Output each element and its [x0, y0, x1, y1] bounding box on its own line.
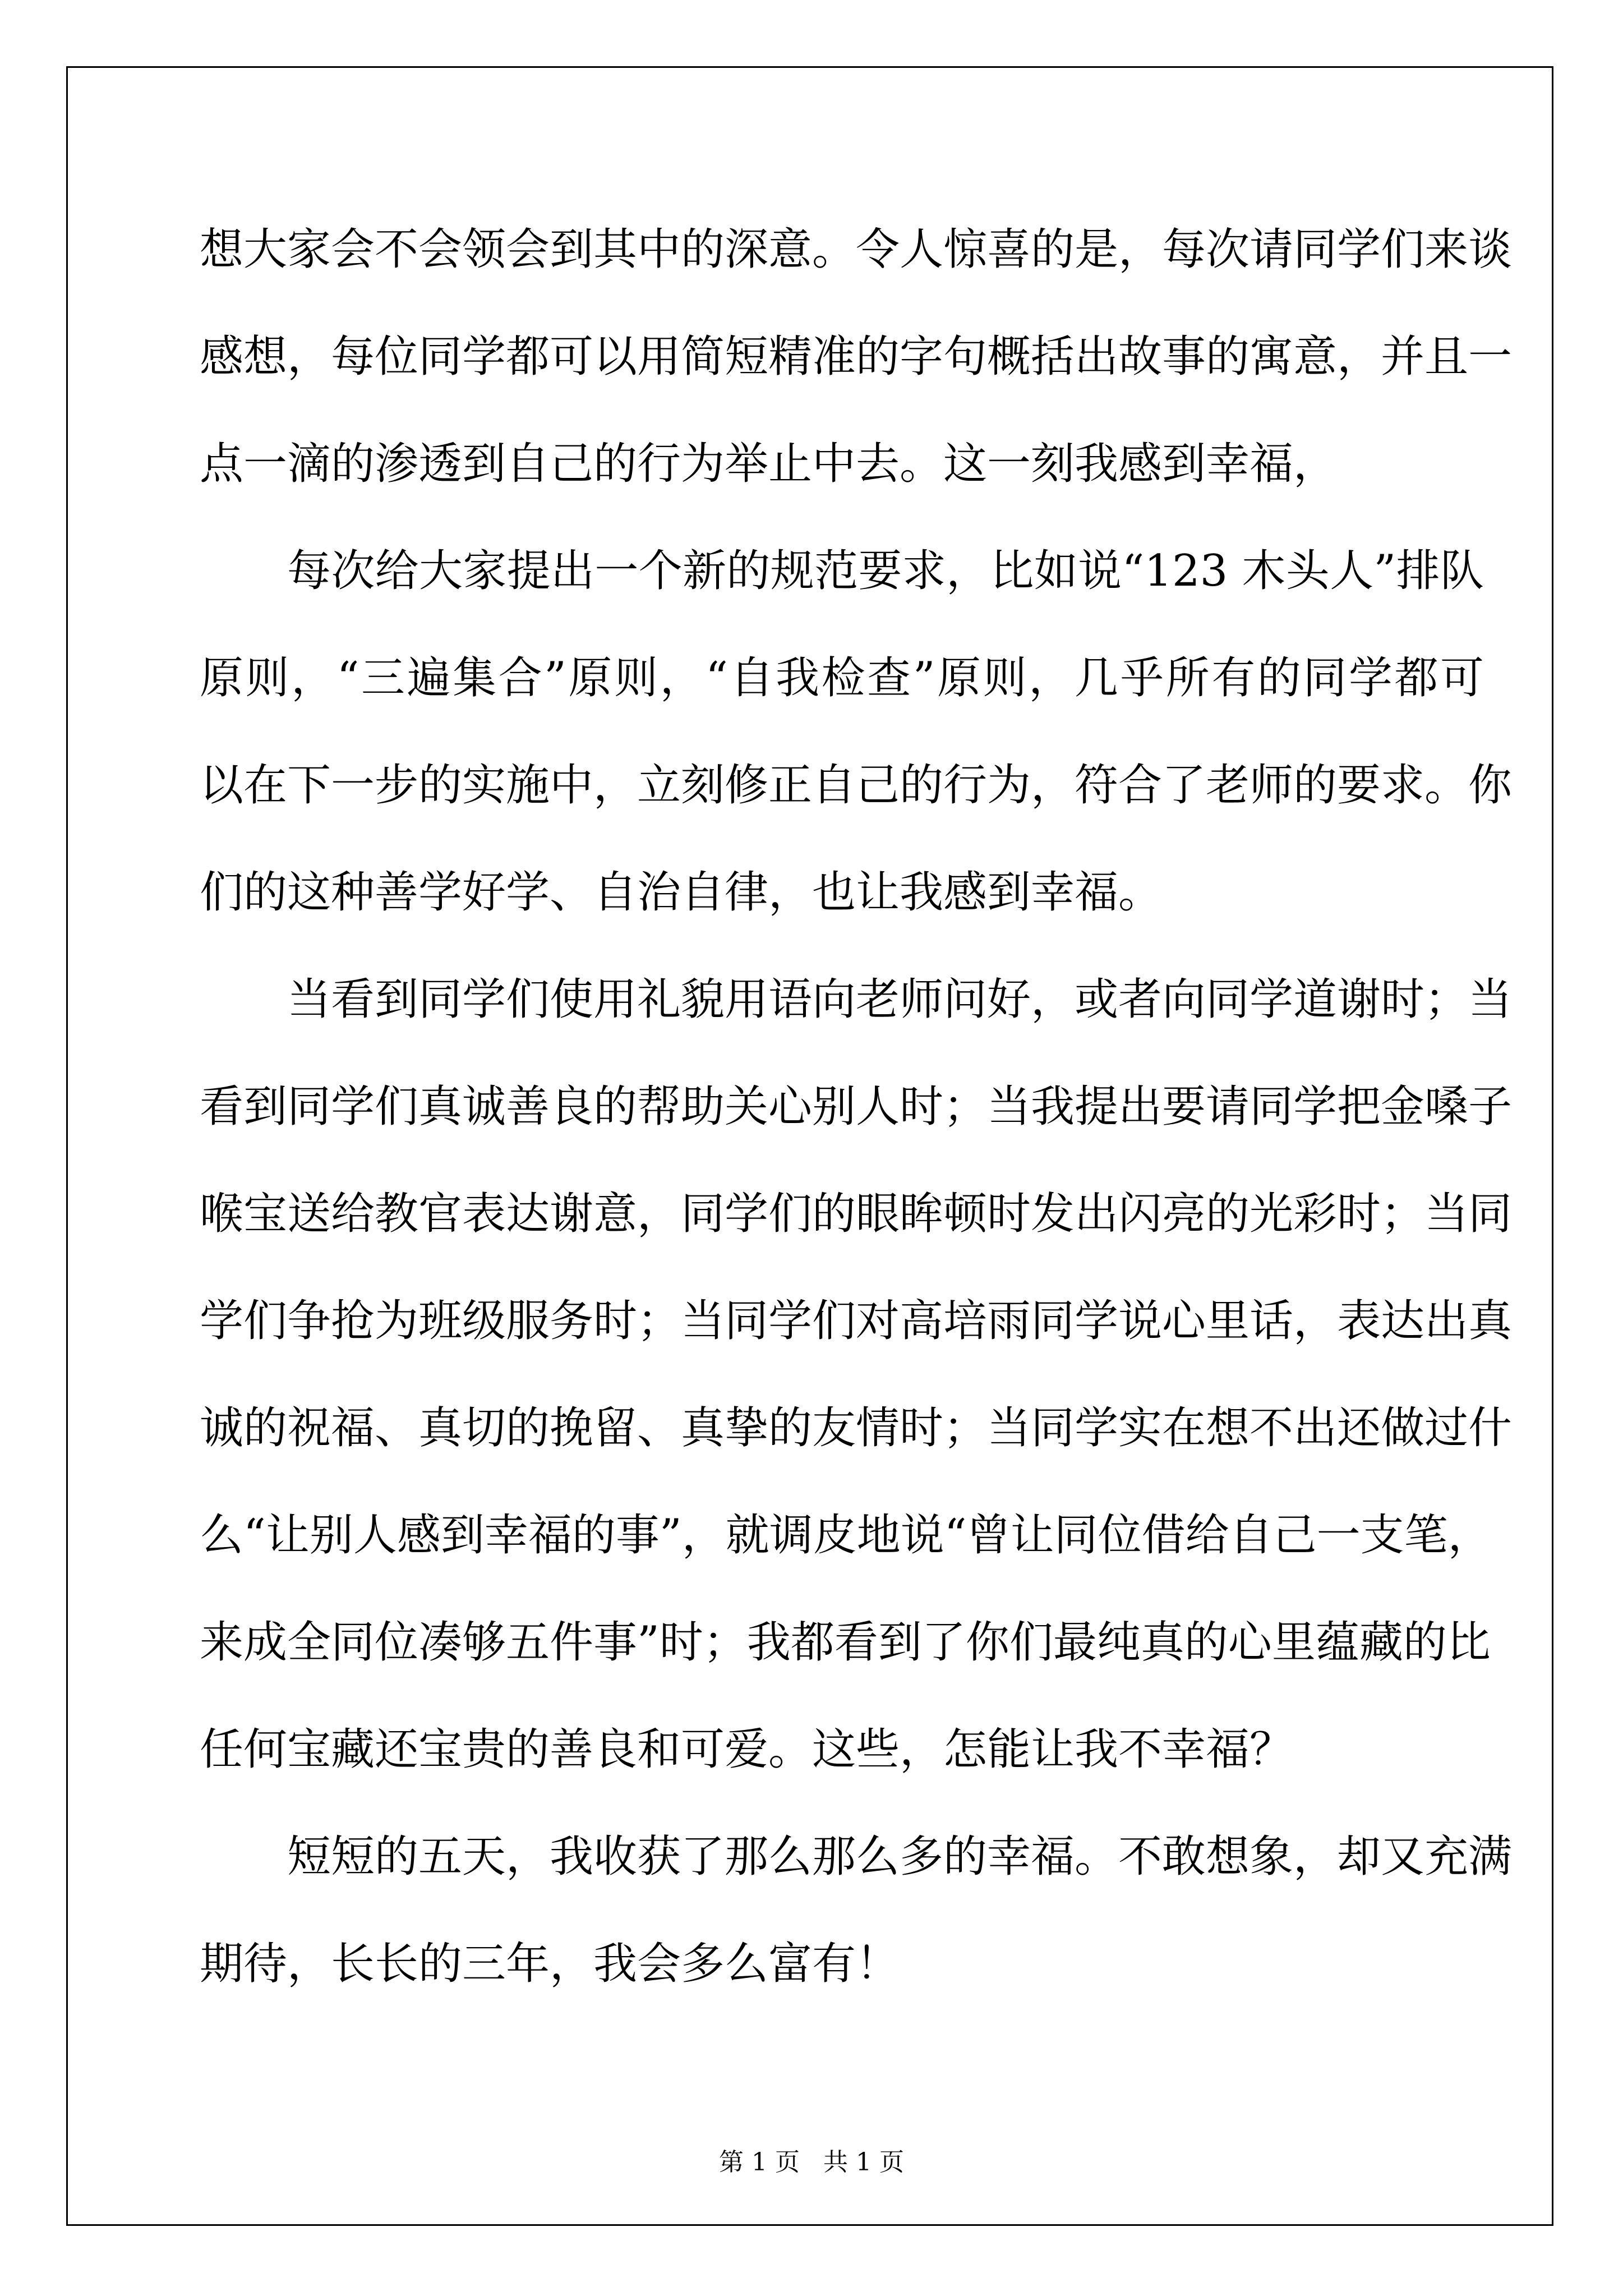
- text-line: 期待，长长的三年，我会多么富有！: [200, 1939, 900, 1989]
- text-line: 短短的五天，我收获了那么那么多的幸福。不敢想象，却又充满: [287, 1832, 1513, 1882]
- text-line: 看到同学们真诚善良的帮助关心别人时；当我提出要请同学把金嗓子: [200, 1082, 1513, 1132]
- text-line: 任何宝藏还宝贵的善良和可爱。这些，怎能让我不幸福？: [200, 1724, 1294, 1775]
- paragraph-4: [200, 1823, 1513, 2037]
- paragraph-2: [200, 537, 1513, 966]
- text-line: 以在下一步的实施中，立刻修正自己的行为，符合了老师的要求。你: [200, 760, 1513, 811]
- text-line: 来成全同位凑够五件事”时；我都看到了你们最纯真的心里蕴藏的比: [200, 1617, 1491, 1668]
- text-line: 感想，每位同学都可以用简短精准的字句概括出故事的寓意，并且一: [200, 332, 1513, 382]
- paragraph-3: [200, 966, 1513, 1823]
- text-line: 每次给大家提出一个新的规范要求，比如说“123 木头人”排队: [287, 546, 1484, 596]
- text-line: 当看到同学们使用礼貌用语向老师问好，或者向同学道谢时；当: [287, 974, 1513, 1025]
- text-line: 诚的祝福、真切的挽留、真挚的友情时；当同学实在想不出还做过什: [200, 1403, 1513, 1453]
- document-body: [200, 216, 1513, 2037]
- text-line: 点一滴的渗透到自己的行为举止中去。这一刻我感到幸福，: [200, 439, 1338, 489]
- text-line: 们的这种善学好学、自治自律，也让我感到幸福。: [200, 867, 1163, 918]
- text-line: 么“让别人感到幸福的事”，就调皮地说“曾让同位借给自己一支笔，: [200, 1510, 1492, 1561]
- text-line: 原则，“三遍集合”原则，“自我检查”原则，几乎所有的同学都可: [200, 653, 1484, 703]
- text-line: 学们争抢为班级服务时；当同学们对高培雨同学说心里话，表达出真: [200, 1296, 1513, 1346]
- page-number-footer: 第 1 页 共 1 页: [719, 2148, 904, 2177]
- text-line: 喉宝送给教官表达谢意，同学们的眼眸顿时发出闪亮的光彩时；当同: [200, 1189, 1513, 1239]
- paragraph-1: [200, 216, 1513, 537]
- text-line: 想大家会不会领会到其中的深意。令人惊喜的是，每次请同学们来谈: [200, 224, 1513, 275]
